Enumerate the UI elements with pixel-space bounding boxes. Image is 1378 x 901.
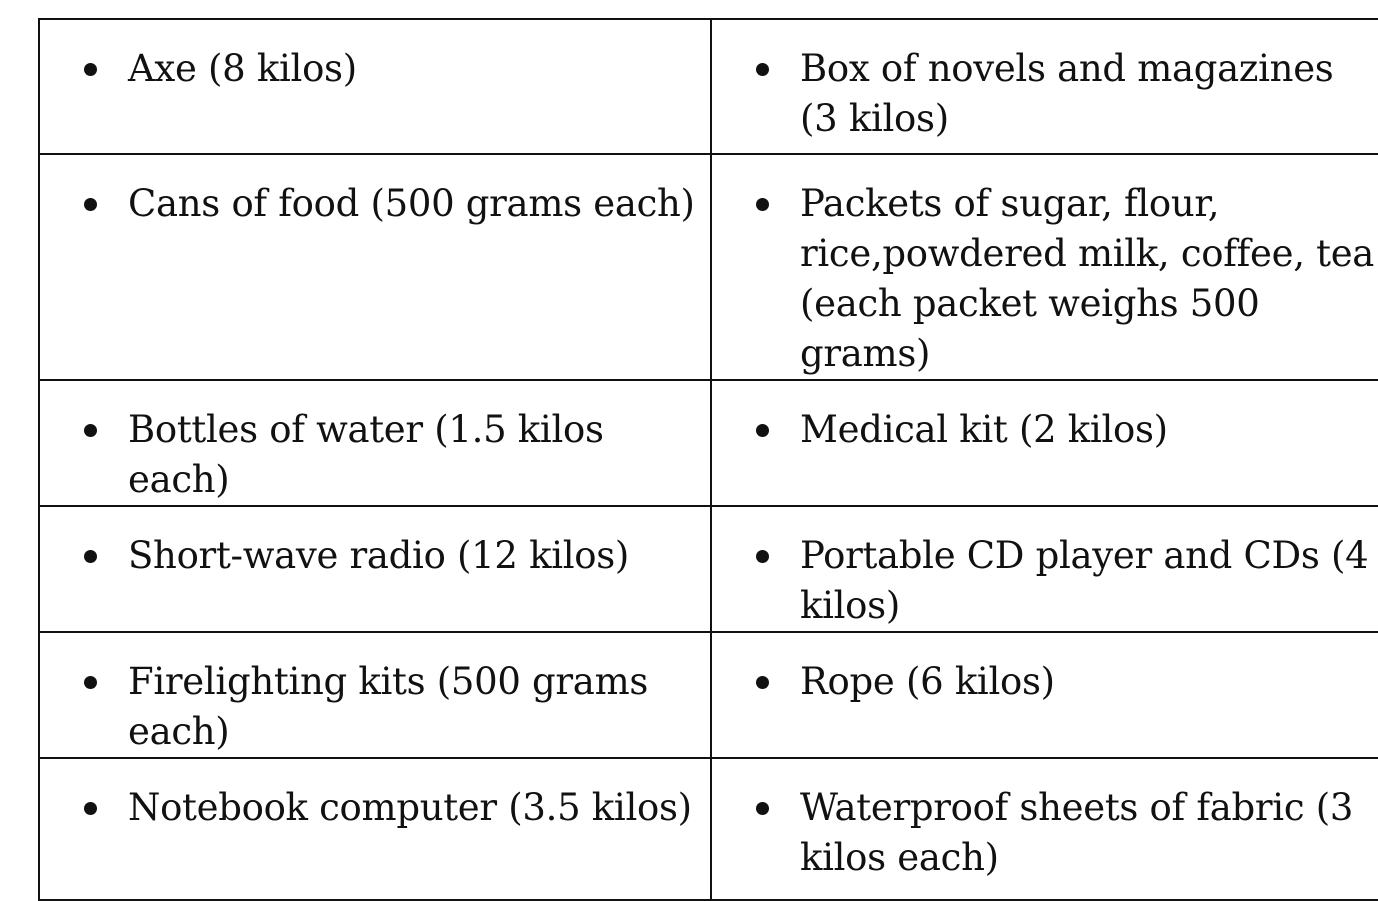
bullet-icon	[84, 550, 97, 563]
bullet-icon	[756, 198, 769, 211]
item-text: Axe (8 kilos)	[128, 47, 357, 90]
table-cell	[39, 506, 711, 632]
bullet-icon	[84, 676, 97, 689]
item-text: Cans of food (500 grams each)	[128, 182, 695, 225]
table-cell	[39, 632, 711, 758]
item-text: Packets of sugar, flour, rice,powdered milk, coffee, tea (each packet weighs 500 grams)	[800, 182, 1375, 375]
bullet-icon	[756, 676, 769, 689]
item-text: Medical kit (2 kilos)	[800, 408, 1168, 451]
table-row	[39, 632, 1378, 758]
table-row	[39, 506, 1378, 632]
table-cell	[39, 19, 711, 154]
bullet-icon	[84, 424, 97, 437]
table-cell	[711, 506, 1378, 632]
bullet-icon	[756, 802, 769, 815]
bullet-icon	[84, 198, 97, 211]
table-row	[39, 380, 1378, 506]
items-table	[38, 18, 1378, 901]
table-row	[39, 19, 1378, 154]
item-text: Bottles of water (1.5 kilos each)	[128, 408, 604, 501]
bullet-icon	[756, 63, 769, 76]
table-cell	[711, 380, 1378, 506]
bullet-icon	[756, 424, 769, 437]
item-text: Waterproof sheets of fabric (3 kilos each)	[800, 786, 1354, 879]
table-cell	[39, 154, 711, 380]
table-row	[39, 154, 1378, 380]
table-cell	[711, 632, 1378, 758]
bullet-icon	[84, 802, 97, 815]
table-cell	[39, 758, 711, 900]
table-cell	[711, 19, 1378, 154]
table-cell	[39, 380, 711, 506]
bullet-icon	[756, 550, 769, 563]
item-text: Rope (6 kilos)	[800, 660, 1055, 703]
table-cell	[711, 758, 1378, 900]
item-text: Firelighting kits (500 grams each)	[128, 660, 649, 753]
item-text: Short-wave radio (12 kilos)	[128, 534, 630, 577]
table-row	[39, 758, 1378, 900]
item-text: Portable CD player and CDs (4 kilos)	[800, 534, 1369, 627]
bullet-icon	[84, 63, 97, 76]
item-text: Box of novels and magazines (3 kilos)	[800, 47, 1334, 140]
table-cell	[711, 154, 1378, 380]
item-text: Notebook computer (3.5 kilos)	[128, 786, 692, 829]
